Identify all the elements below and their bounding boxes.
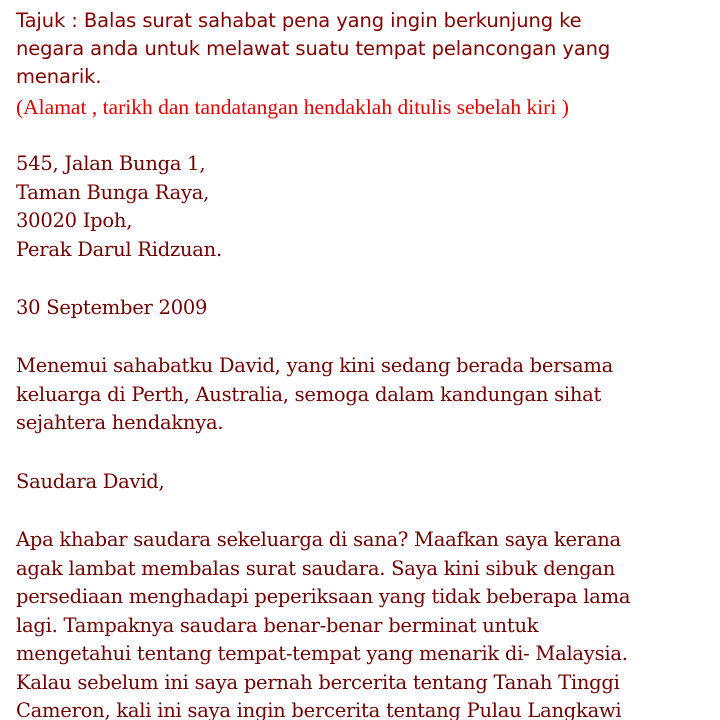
opening-line: keluarga di Perth, Australia, semoga dalam kandungan sihat xyxy=(16,382,602,406)
paragraph-line: Kalau sebelum ini saya pernah bercerita tentang Tanah Tinggi xyxy=(16,670,620,694)
opening-line: sejahtera hendaknya. xyxy=(16,411,224,434)
essay-title-line: negara anda untuk melawat suatu tempat pelancongan yang xyxy=(16,37,611,60)
instruction-note-text: (Alamat , tarikh dan tandatangan hendaklah ditulis sebelah kiri ) xyxy=(16,95,569,119)
letter-date xyxy=(16,294,207,323)
address-line: Taman Bunga Raya, xyxy=(16,180,210,204)
paragraph-line: Apa khabar saudara sekeluarga di sana? Maafkan saya kerana xyxy=(16,528,621,551)
paragraph-line: lagi. Tampaknya saudara benar-benar berminat untuk xyxy=(16,613,539,637)
salutation xyxy=(16,468,165,497)
salutation-text: Saudara David, xyxy=(16,470,165,493)
opening-line: Menemui sahabatku David, yang kini sedang berada bersama xyxy=(16,354,614,377)
essay-title-line: Tajuk : Balas surat sahabat pena yang ingin berkunjung ke xyxy=(16,9,582,32)
opening-greeting xyxy=(16,352,613,438)
instruction-note xyxy=(16,93,569,121)
essay-title xyxy=(16,7,610,91)
address-line: 545, Jalan Bunga 1, xyxy=(16,152,206,175)
address-line: Perak Darul Ridzuan. xyxy=(16,237,222,261)
address-line: 30020 Ipoh, xyxy=(16,209,133,232)
letter-date-text: 30 September 2009 xyxy=(16,296,208,319)
essay-title-line: menarik. xyxy=(16,65,102,88)
paragraph-line: persediaan menghadapi peperiksaan yang tidak beberapa lama xyxy=(16,585,631,608)
body-paragraph xyxy=(16,526,630,720)
paragraph-line: Cameron, kali ini saya ingin bercerita tentang Pulau Langkawi xyxy=(16,699,622,720)
paragraph-line: agak lambat membalas surat saudara. Saya kini sibuk dengan xyxy=(16,556,616,580)
paragraph-line: mengetahui tentang tempat-tempat yang menarik di- Malaysia. xyxy=(16,642,628,665)
sender-address xyxy=(16,150,222,264)
